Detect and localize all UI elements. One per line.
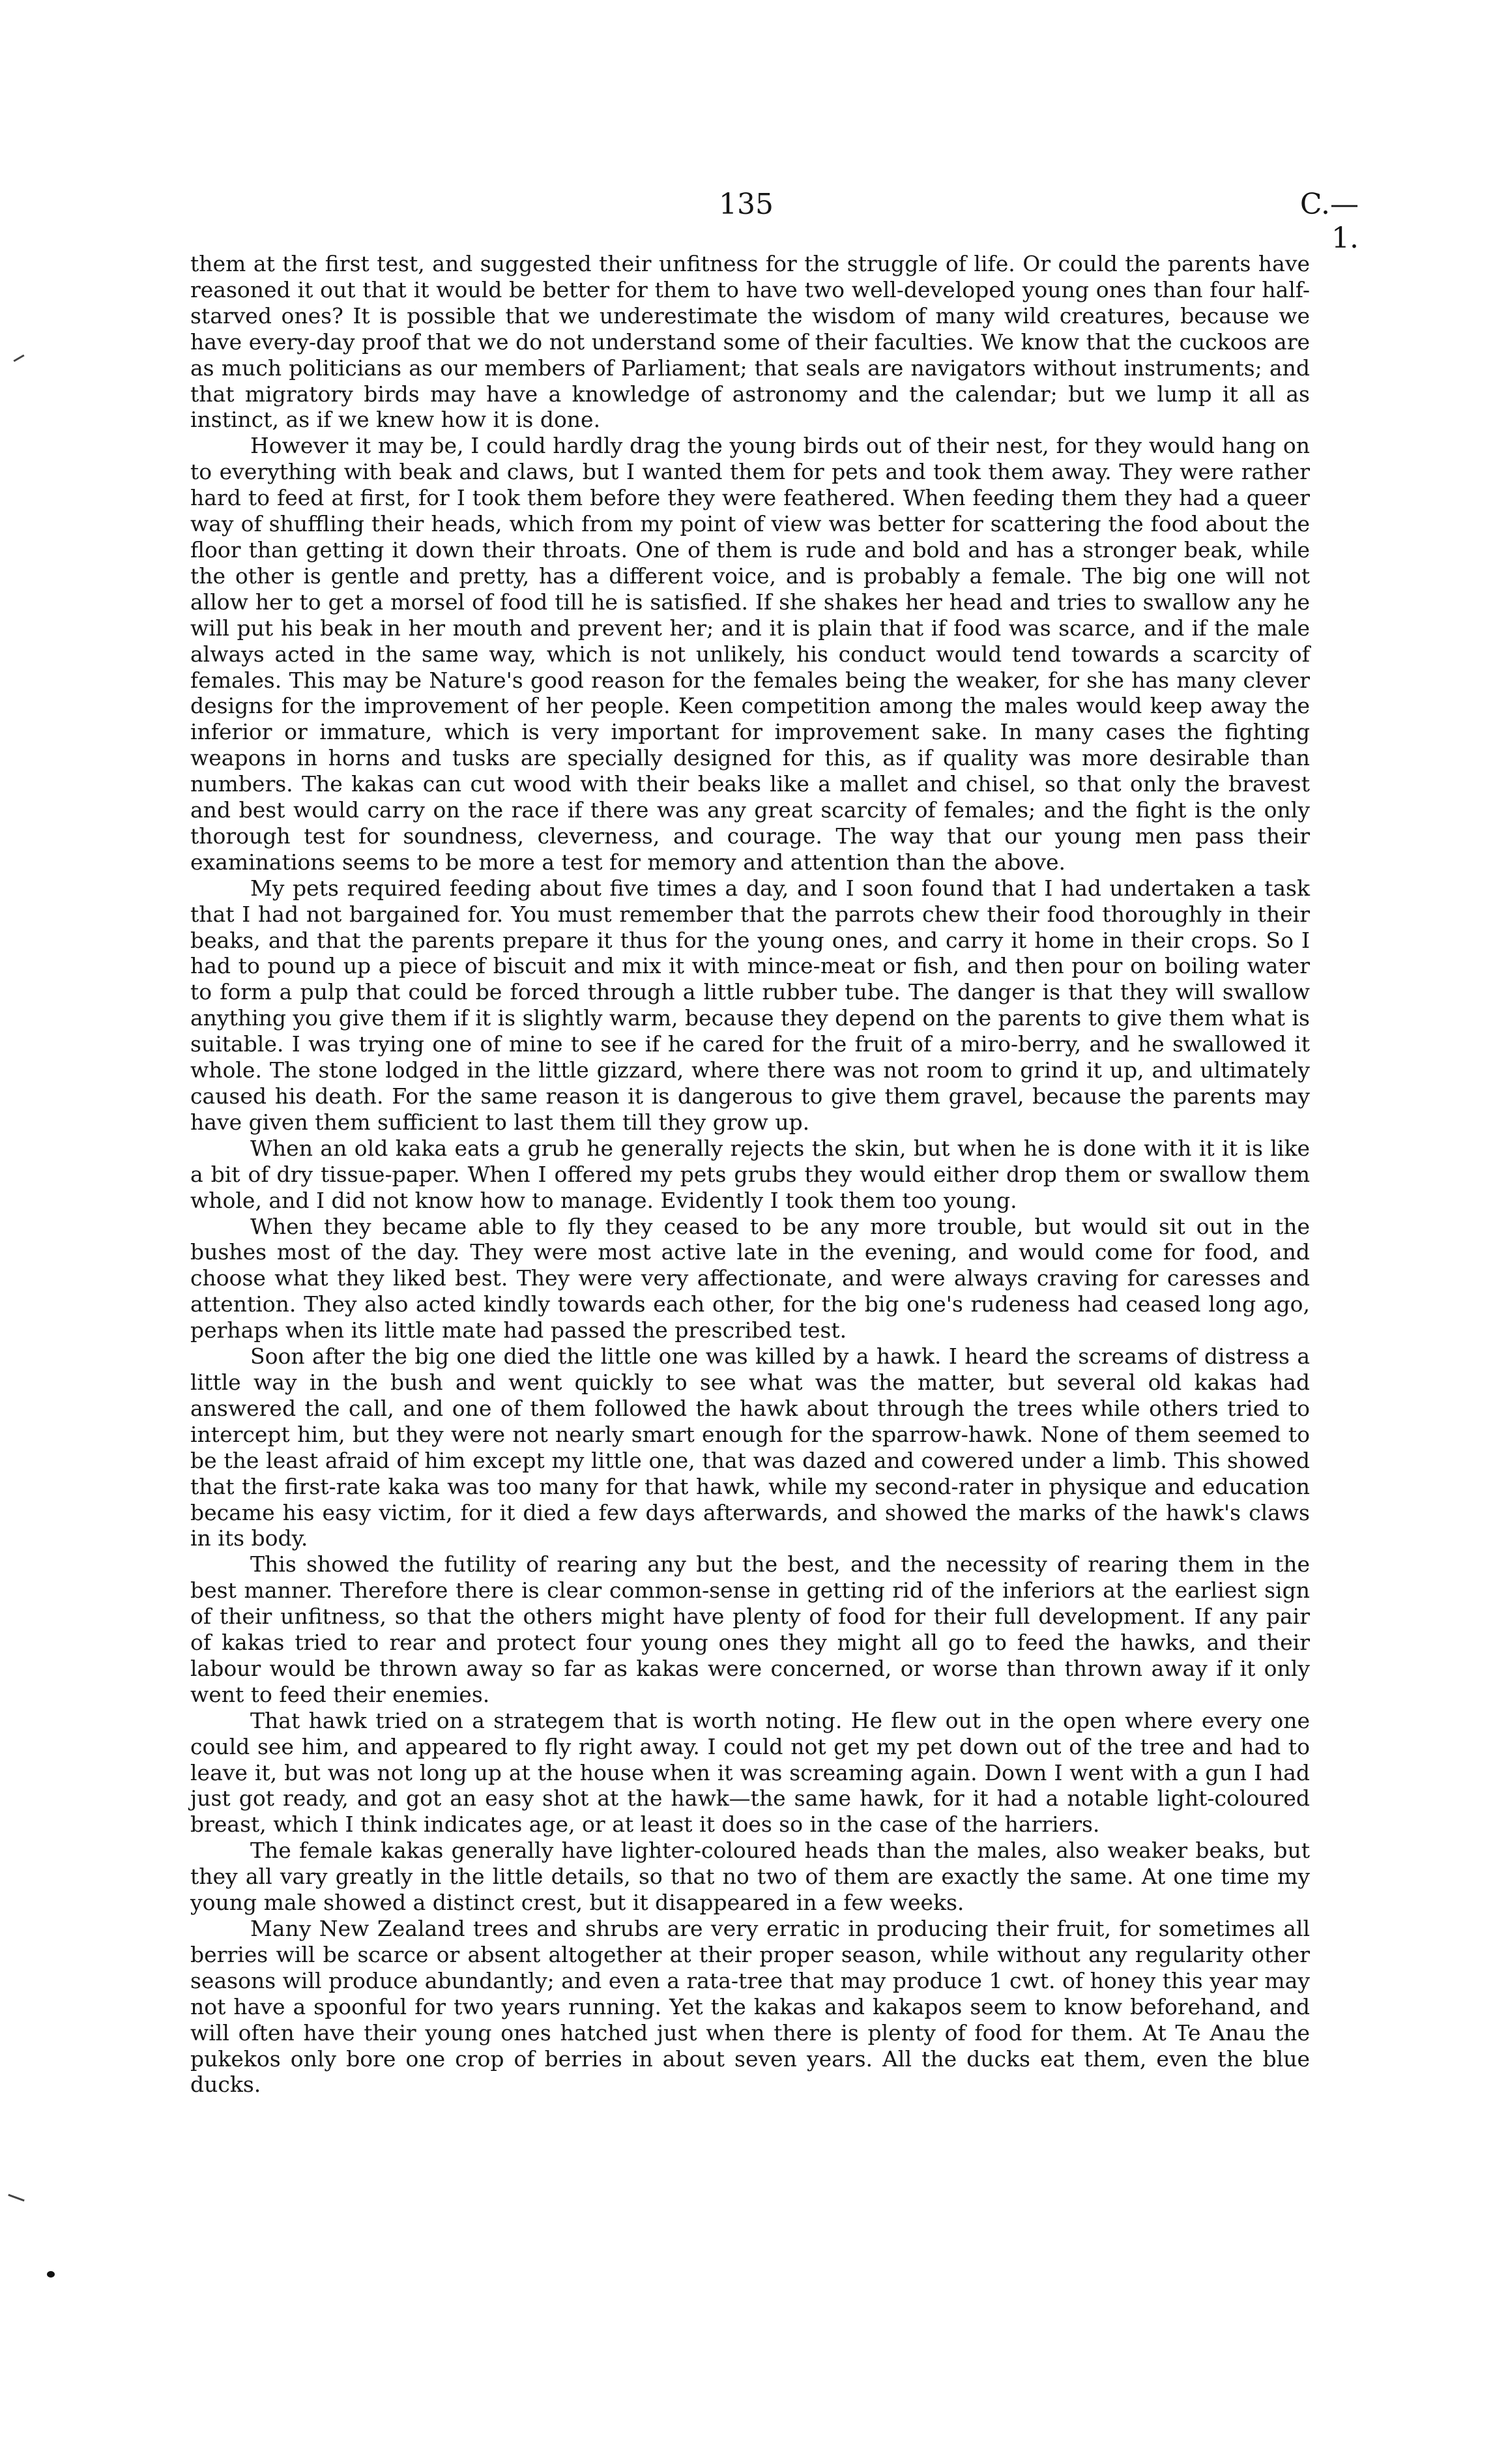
paragraph: My pets required feeding about five times a day, and I soon found that I had undertaken a task that I had not bargained for. You must remember that the parrots chew their food thoroughly in their beaks, and that the parents prepare it thus for the young ones, and carry it home in their crops. So I had to pound up a piece of biscuit and mix it with mince-meat or fish, and then pour on boiling water to form a pulp that could be forced through a little rubber tube. The danger is that they will swallow anything you give them if it is slightly warm, because they depend on the parents to give them what is suitable. I was trying one of mine to see if he cared for the fruit of a miro-berry, and he swallowed it whole. The stone lodged in the little gizzard, where there was not room to grind it up, and ultimately caused his death. For the same reason it is dangerous to give them gravel, because the parents may have given them sufficient to last them till they grow up. — [190, 875, 1310, 1135]
ink-dot — [47, 2271, 55, 2278]
margin-mark — [8, 2194, 24, 2202]
paragraph: However it may be, I could hardly drag the young birds out of their nest, for they would hang on to everything with beak and claws, but I wanted them for pets and took them away. They were rather hard to feed at first, for I took them before they were feathered. When feeding them they had a queer way of shuffling their heads, which from my point of view was better for scattering the food about the floor than getting it down their throats. One of them is rude and bold and has a stronger beak, while the other is gentle and pretty, has a different voice, and is probably a female. The big one will not allow her to get a morsel of food till he is satisfied. If she shakes her head and tries to swallow any he will put his beak in her mouth and prevent her; and it is plain that if food was scarce, and if the male always acted in the same way, which is not unlikely, his conduct would tend towards a scarcity of females. This may be Nature's good reason for the females being the weaker, for she has many clever designs for the improvement of her people. Keen competition among the males would keep away the inferior or immature, which is very important for improvement sake. In many cases the fighting weapons in horns and tusks are specially designed for this, as if quality was more desirable than numbers. The kakas can cut wood with their beaks like a mallet and chisel, so that only the bravest and best would carry on the race if there was any great scarcity of females; and the fight is the only thorough test for soundness, cleverness, and courage. The way that our young men pass their examinations seems to be more a test for memory and attention than the above. — [190, 433, 1310, 875]
paragraph: When they became able to fly they ceased to be any more trouble, but would sit out in the bushes most of the day. They were most active late in the evening, and would come for food, and choose what they liked best. They were very affectionate, and were always craving for caresses and attention. They also acted kindly towards each other, for the big one's rudeness had ceased long ago, perhaps when its little mate had passed the prescribed test. — [190, 1213, 1310, 1343]
paragraph: This showed the futility of rearing any but the best, and the necessity of rearing them in the best manner. Therefore there is clear common-sense in getting rid of the inferiors at the earliest sign of their unfitness, so that the others might have plenty of food for their full development. If any pair of kakas tried to rear and protect four young ones they might all go to feed the hawks, and their labour would be thrown away so far as kakas were concerned, or worse than thrown away if it only went to feed their enemies. — [190, 1551, 1310, 1707]
paragraph: The female kakas generally have lighter-coloured heads than the males, also weaker beaks, but they all vary greatly in the little details, so that no two of them are exactly the same. At one time my young male showed a distinct crest, but it disappeared in a few weeks. — [190, 1838, 1310, 1916]
paragraph: Soon after the big one died the little one was killed by a hawk. I heard the screams of distress a little way in the bush and went quickly to see what was the matter, but several old kakas had answered the call, and one of them followed the hawk about through the trees while others tried to intercept him, but they were not nearly smart enough for the sparrow-hawk. None of them seemed to be the least afraid of him except my little one, that was dazed and cowered under a limb. This showed that the first-rate kaka was too many for that hawk, while my second-rater in physique and education became his easy victim, for it died a few days afterwards, and showed the marks of the hawk's claws in its body. — [190, 1343, 1310, 1551]
paragraph: them at the first test, and suggested their unfitness for the struggle of life. Or could the parents have reasoned it out that it would be better for them to have two well-developed young ones than four half-starved ones? It is possible that we underestimate the wisdom of many wild creatures, because we have every-day proof that we do not understand some of their faculties. We know that the cuckoos are as much politicians as our members of Parliament; that seals are navigators without instruments; and that migratory birds may have a knowledge of astronomy and the calendar; but we lump it all as instinct, as if we knew how it is done. — [190, 251, 1310, 433]
document-reference: C.—1. — [1299, 188, 1359, 255]
paragraph: That hawk tried on a strategem that is worth noting. He flew out in the open where every one could see him, and appeared to fly right away. I could not get my pet down out of the tree and had to leave it, but was not long up at the house when it was screaming again. Down I went with a gun I had just got ready, and got an easy shot at the hawk—the same hawk, for it had a notable light-coloured breast, which I think indicates age, or at least it does so in the case of the harriers. — [190, 1707, 1310, 1838]
margin-mark — [13, 355, 24, 362]
article-body — [190, 251, 1310, 2098]
paragraph: Many New Zealand trees and shrubs are very erratic in producing their fruit, for sometimes all berries will be scarce or absent altogether at their proper season, while without any regularity other seasons will produce abundantly; and even a rata-tree that may produce 1 cwt. of honey this year may not have a spoonful for two years running. Yet the kakas and kakapos seem to know beforehand, and will often have their young ones hatched just when there is plenty of food for them. At Te Anau the pukekos only bore one crop of berries in about seven years. All the ducks eat them, even the blue ducks. — [190, 1916, 1310, 2098]
paragraph: When an old kaka eats a grub he generally rejects the skin, but when he is done with it it is like a bit of dry tissue-paper. When I offered my pets grubs they would either drop them or swallow them whole, and I did not know how to manage. Evidently I took them too young. — [190, 1135, 1310, 1213]
page-number: 135 — [719, 188, 774, 221]
